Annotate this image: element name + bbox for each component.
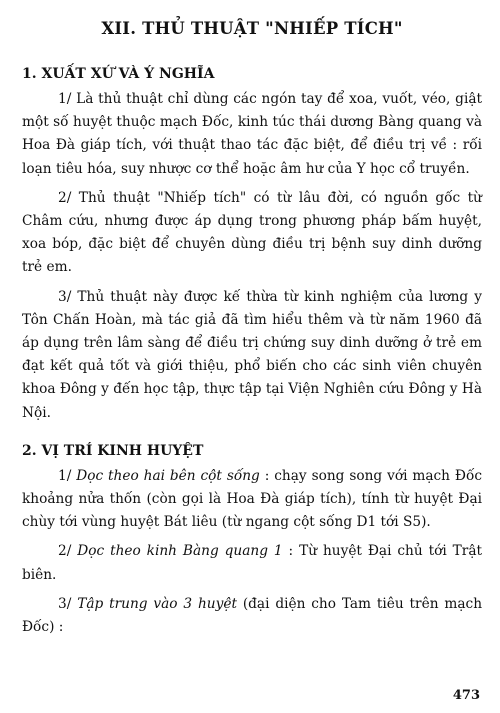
item-italic-lead: Dọc theo kinh Bàng quang 1 [77,543,283,560]
item-text: : Từ huyệt Đại chủ tới Trật biên. [22,543,483,583]
section-heading-location: 2. VỊ TRÍ KINH HUYỆT [22,442,204,459]
item-text: (đại diện cho Tam tiêu trên mạch Đốc) : [22,595,483,636]
item-number: 1/ [58,467,77,484]
item-number: 3/ [58,595,78,612]
page-number: 473 [452,688,480,703]
paragraph-location-3 [22,593,482,639]
paragraph-origin-2: 2/ Thủ thuật "Nhiếp tích" có từ lâu đời, có nguồn gốc từ Châm cứu, nhưng được áp dụng trong phương pháp bấm huyệt, xoa bóp, đặc biệt để chuyên dùng điều trị bệnh suy dinh dưỡng trẻ em. [22,189,482,276]
chapter-title: XII. THỦ THUẬT "NHIẾP TÍCH" [101,19,403,38]
paragraph-origin-3: 3/ Thủ thuật này được kế thừa từ kinh nghiệm của lương y Tôn Chấn Hoàn, mà tác giả đã tìm hiểu thêm và từ năm 1960 đã áp dụng trên lâm sàng để điều trị chứng suy dinh dưỡng ở trẻ em đạt kết quả tốt và giới thiệu, phổ biến cho các sinh viên chuyên khoa Đông y đến học tập, thực tập tại Viện Nghiên cứu Đông y Hà Nội. [22,288,482,421]
paragraph-origin-1: 1/ Là thủ thuật chỉ dùng các ngón tay để xoa, vuốt, véo, giật một số huyệt thuộc mạch Đốc, kinh túc thái dương Bàng quang và Hoa Đà giáp tích, với thuật thao tác đặc biệt, để điều trị về : rối loạn tiêu hóa, suy nhược cơ thể hoặc âm hư của Y học cổ truyền. [22,91,482,177]
item-italic-lead: Dọc theo hai bên cột sống [76,467,260,484]
item-number: 2/ [58,543,78,560]
section-heading-origin: 1. XUẤT XỨ VÀ Ý NGHĨA [22,66,215,82]
paragraph-location-1 [22,465,482,535]
paragraph-location-2 [22,540,482,586]
item-italic-lead: Tập trung vào 3 huyệt [77,595,237,612]
item-text: : chạy song song với mạch Đốc khoảng nửa thốn (còn gọi là Hoa Đà giáp tích), tính từ huyệt Đại chùy tới vùng huyệt Bát liêu (từ ngang cột sống D1 tới S5). [22,467,482,531]
